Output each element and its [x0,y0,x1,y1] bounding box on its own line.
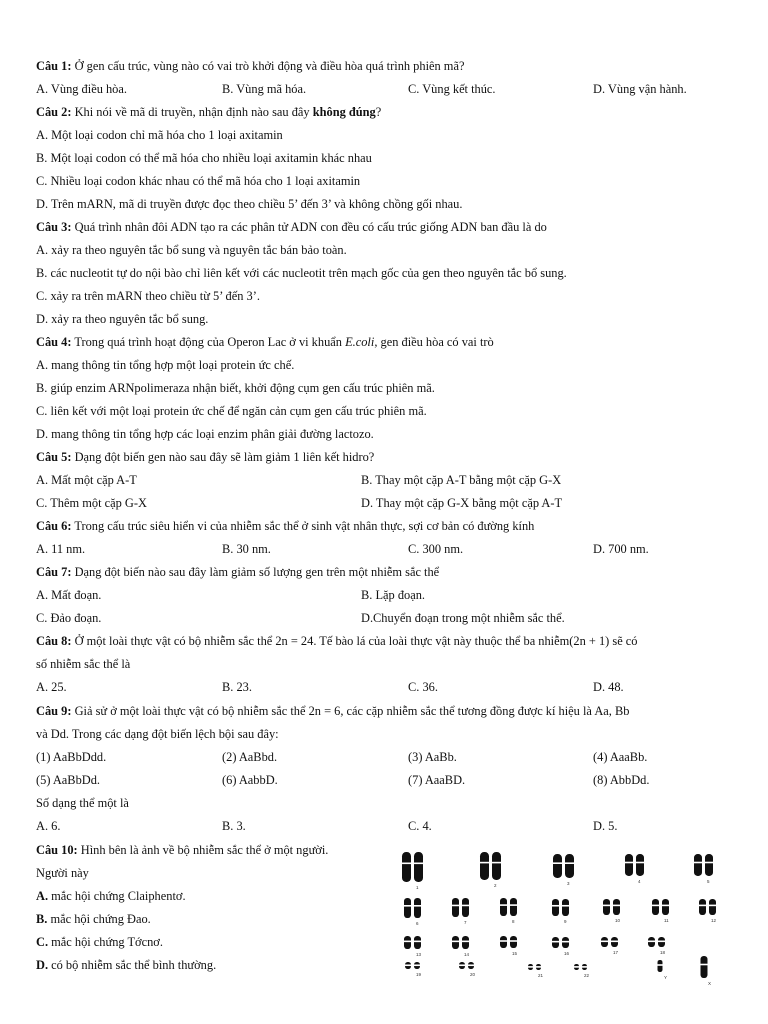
chromosome-22 [574,964,590,978]
chromatid [480,852,489,880]
centromere [565,862,575,864]
chromatid [701,956,708,978]
centromere [552,941,560,943]
chromatid [404,898,411,918]
option-d: D. xảy ra theo nguyên tắc bổ sung. [36,312,209,326]
option-b: B. Thay một cặp A-T bằng một cặp G-X [361,473,562,487]
chromosome-4 [625,854,645,884]
chromosome-label: 19 [416,972,422,977]
chromosome-label: 21 [538,973,544,978]
chromosome-label: 5 [707,879,710,884]
question-number: Câu 10: [36,843,78,857]
centromere [414,863,424,865]
option-c: C. 4. [408,819,432,833]
centromere [662,905,670,907]
chromosome-label: 4 [638,879,641,884]
question-3 [36,219,547,235]
chromosome-label: 16 [564,951,570,956]
chromosome-label: 20 [470,972,476,977]
centromere [414,905,422,907]
question-text: Trong cấu trúc siêu hiển vi của nhiễm sắc thể ở sinh vật nhân thực, sợi cơ bản có đường kính [74,519,535,533]
question-number: Câu 8: [36,634,72,648]
option-letter: B. [36,912,48,926]
option-b: B. 30 nm. [222,542,271,556]
chromosome-Y [657,960,667,980]
centromere [459,964,466,966]
option-text: mắc hội chứng Đao. [47,912,151,926]
centromere [700,964,708,966]
option-c: C. Đảo đoạn. [36,611,102,625]
option-d: D. 700 nm. [593,542,649,556]
emphasis-text: không đúng [312,105,376,119]
option-d [36,957,216,973]
chromosome-11 [652,899,670,923]
chromatid [709,899,716,915]
centromere [562,941,570,943]
form-1: (1) AaBbDdd. [36,750,107,764]
question-text-continued: Người này [36,866,89,880]
chromosome-8 [500,898,518,924]
question-8 [36,633,638,649]
option-b: B. giúp enzim ARNpolimeraza nhận biết, khởi động cụm gen cấu trúc phiên mã. [36,381,435,395]
question-text: Trong quá trình hoạt động của Operon Lac ở vi khuẩn [74,335,346,349]
option-text: mắc hội chứng Tớcnơ. [48,935,163,949]
question-2 [36,104,381,120]
centromere [553,862,563,864]
option-a: A. Vùng điều hòa. [36,82,127,96]
chromatid [492,852,501,880]
chromatid [404,936,411,949]
chromatid [658,960,663,972]
chromatid [705,854,713,876]
option-text: có bộ nhiễm sắc thể bình thường. [48,958,217,972]
centromere [648,941,656,943]
chromatid [625,854,633,876]
chromosome-label: 3 [567,881,570,886]
centromere [636,862,645,864]
option-d: D. mang thông tin tổng hợp các loại enzim phân giải đường lactozo. [36,427,374,441]
question-text: Khi nói về mã di truyền, nhận định nào sau đây [74,105,313,119]
chromatid [562,937,569,948]
option-a: A. 6. [36,819,61,833]
option-a: A. Một loại codon chỉ mã hóa cho 1 loại axitamin [36,128,283,142]
centromere [658,941,666,943]
chromatid [562,899,569,916]
chromosome-label: 8 [512,919,515,924]
chromosome-3 [553,854,575,886]
centromere [552,905,560,907]
option-a [36,888,186,904]
option-b: B. 23. [222,680,252,694]
question-text: Quá trình nhân đôi ADN tạo ra các phân tử ADN con đều có cấu trúc giống ADN ban đầu là do [74,220,547,234]
centromere [462,941,470,943]
chromatid [652,899,659,915]
chromatid [414,898,421,918]
centromere [603,905,611,907]
chromosome-12 [699,899,717,923]
centromere [452,941,460,943]
option-b: B. các nucleotit tự do nội bào chỉ liên kết với các nucleotit trên mạch gốc của gen theo nguyên tắc bổ sung. [36,266,567,280]
option-c: C. Nhiều loại codon khác nhau có thể mã hóa cho 1 loại axitamin [36,174,361,188]
chromatid [510,898,517,916]
chromosome-label: Y [664,975,668,980]
chromatid [462,898,469,917]
option-a: A. Mất một cặp A-T [36,473,137,487]
question-text-continued: và Dd. Trong các dạng đột biến lệch bội sau đây: [36,727,279,741]
karyotype-image [398,840,728,986]
option-d: D. 5. [593,819,618,833]
centromere [480,862,490,864]
chromosome-label: 15 [512,951,518,956]
chromosome-19 [405,962,422,977]
option-a: A. Mất đoạn. [36,588,102,602]
chromosome-5 [694,854,714,884]
chromatid [452,936,459,949]
question-number: Câu 5: [36,450,72,464]
chromosome-17 [601,937,619,955]
question-text: Ở một loài thực vật có bộ nhiễm sắc thể 2n = 24. Tế bào lá của loài thực vật này thuộc thể ba nhiễm(2n + 1) sẽ có [74,634,638,648]
question-text-continued: số nhiễm sắc thể là [36,657,131,671]
option-b: B. 3. [222,819,246,833]
question-text-end: ? [375,105,382,119]
chromatid [699,899,706,915]
centromere [528,966,534,968]
centromere [536,966,542,968]
option-letter: C. [36,935,49,949]
option-a: A. 11 nm. [36,542,86,556]
question-text: Dạng đột biến gen nào sau đây sẽ làm giảm 1 liên kết hidro? [74,450,375,464]
chromosome-label: X [708,981,712,986]
chromosome-label: 17 [613,950,619,955]
form-6: (6) AabbD. [222,773,278,787]
centromere [601,941,609,943]
form-7: (7) AaaBD. [408,773,466,787]
centromere [705,862,714,864]
centromere [462,905,470,907]
form-2: (2) AaBbd. [222,750,278,764]
chromatid [662,899,669,915]
centromere [613,905,621,907]
option-c: C. liên kết với một loại protein ức chế để ngăn cản cụm gen cấu trúc phiên mã. [36,404,427,418]
centromere [414,964,421,966]
question-6 [36,518,534,534]
option-text: mắc hội chứng Claiphentơ. [48,889,186,903]
chromosome-label: 11 [664,918,669,923]
chromatid [510,936,517,948]
centromere [405,964,412,966]
question-number: Câu 6: [36,519,72,533]
chromosome-14 [452,936,470,957]
chromatid [500,936,507,948]
option-a: A. xảy ra theo nguyên tắc bổ sung và nguyên tắc bán bảo toàn. [36,243,347,257]
form-4: (4) AaaBb. [593,750,648,764]
question-text: Hình bên là ảnh về bộ nhiễm sắc thể ở một người. [80,843,329,857]
question-text: Ở gen cấu trúc, vùng nào có vai trò khởi động và điều hòa quá trình phiên mã? [74,59,465,73]
question-number: Câu 3: [36,220,72,234]
option-d: D. Trên mARN, mã di truyền được đọc theo chiều 5’ đến 3’ và không chồng gối nhau. [36,197,463,211]
chromosome-label: 9 [564,919,567,924]
question-text: Dạng đột biến nào sau đây làm giảm số lượng gen trên một nhiễm sắc thể [74,565,440,579]
chromosome-18 [648,937,666,955]
chromosome-1 [402,852,424,890]
centromere [492,862,502,864]
chromosome-label: 13 [416,952,422,957]
option-c: C. xảy ra trên mARN theo chiều từ 5’ đến 3’. [36,289,260,303]
chromosome-15 [500,936,518,956]
chromatid [636,854,644,876]
centromere [699,905,707,907]
question-4 [36,334,494,350]
centromere [652,905,660,907]
question-text: Giả sử ở một loài thực vật có bộ nhiễm sắc thể 2n = 6, các cặp nhiễm sắc thể tương đồng được kí hiệu là Aa, Bb [74,704,630,718]
chromosome-20 [459,962,476,977]
centromere [582,966,588,968]
centromere [694,862,703,864]
centromere [452,905,460,907]
centromere [414,941,422,943]
centromere [625,862,634,864]
question-number: Câu 2: [36,105,72,119]
chromatid [402,852,411,882]
centromere [468,964,475,966]
chromosome-label: 22 [584,973,590,978]
centromere [657,964,663,966]
chromatid [613,899,620,915]
centromere [510,940,518,942]
chromatid [694,854,702,876]
question-text-end: , gen điều hòa có vai trò [374,335,494,349]
chromosome-label: 1 [416,885,419,890]
chromosome-X [700,956,711,986]
chromosome-label: 18 [660,950,666,955]
chromosome-label: 14 [464,952,470,957]
option-c: C. Vùng kết thúc. [408,82,496,96]
chromatid [553,854,562,878]
chromosome-2 [480,852,502,888]
centromere [500,904,508,906]
chromatid [462,936,469,949]
question-number: Câu 7: [36,565,72,579]
chromatid [565,854,574,878]
chromosome-label: 10 [615,918,621,923]
option-letter: D. [36,958,49,972]
chromosome-13 [404,936,422,957]
centromere [574,966,580,968]
question-10 [36,842,328,858]
chromosome-10 [603,899,621,923]
chromatid [414,852,423,882]
chromatid [552,899,559,916]
centromere [611,941,619,943]
option-d: D. Thay một cặp G-X bằng một cặp A-T [361,496,563,510]
chromosome-7 [452,898,470,925]
option-c: C. 36. [408,680,438,694]
option-d: D. 48. [593,680,624,694]
question-1 [36,58,464,74]
chromatid [500,898,507,916]
question-number: Câu 1: [36,59,72,73]
option-c: C. 300 nm. [408,542,464,556]
chromosome-label: 12 [711,918,717,923]
chromosome-16 [552,937,570,956]
chromosome-label: 7 [464,920,467,925]
option-b: B. Lặp đoạn. [361,588,426,602]
chromosome-label: 6 [416,921,419,926]
species-name: E.coli [345,335,375,349]
option-c [36,934,163,950]
question-number: Câu 9: [36,704,72,718]
centromere [500,940,508,942]
chromosome-9 [552,899,570,924]
centromere [402,863,412,865]
form-5: (5) AaBbDd. [36,773,101,787]
chromosome-21 [528,964,544,978]
centromere [562,905,570,907]
option-a: A. mang thông tin tổng hợp một loại protein ức chế. [36,358,295,372]
option-letter: A. [36,889,49,903]
chromatid [414,936,421,949]
chromosome-6 [404,898,422,926]
option-c: C. Thêm một cặp G-X [36,496,147,510]
question-7 [36,564,439,580]
form-3: (3) AaBb. [408,750,457,764]
option-b [36,911,151,927]
chromatid [552,937,559,948]
option-a: A. 25. [36,680,67,694]
chromatid [452,898,459,917]
option-b: B. Vùng mã hóa. [222,82,307,96]
chromatid [603,899,610,915]
form-8: (8) AbbDd. [593,773,650,787]
option-b: B. Một loại codon có thể mã hóa cho nhiều loại axitamin khác nhau [36,151,372,165]
question-5 [36,449,374,465]
question-9 [36,703,629,719]
centromere [404,905,412,907]
centromere [404,941,412,943]
question-number: Câu 4: [36,335,72,349]
centromere [709,905,717,907]
centromere [510,904,518,906]
option-d: D. Vùng vận hành. [593,82,687,96]
chromosome-label: 2 [494,883,497,888]
question-prompt: Số dạng thể một là [36,796,129,810]
option-d: D.Chuyển đoạn trong một nhiễm sắc thể. [361,611,565,625]
